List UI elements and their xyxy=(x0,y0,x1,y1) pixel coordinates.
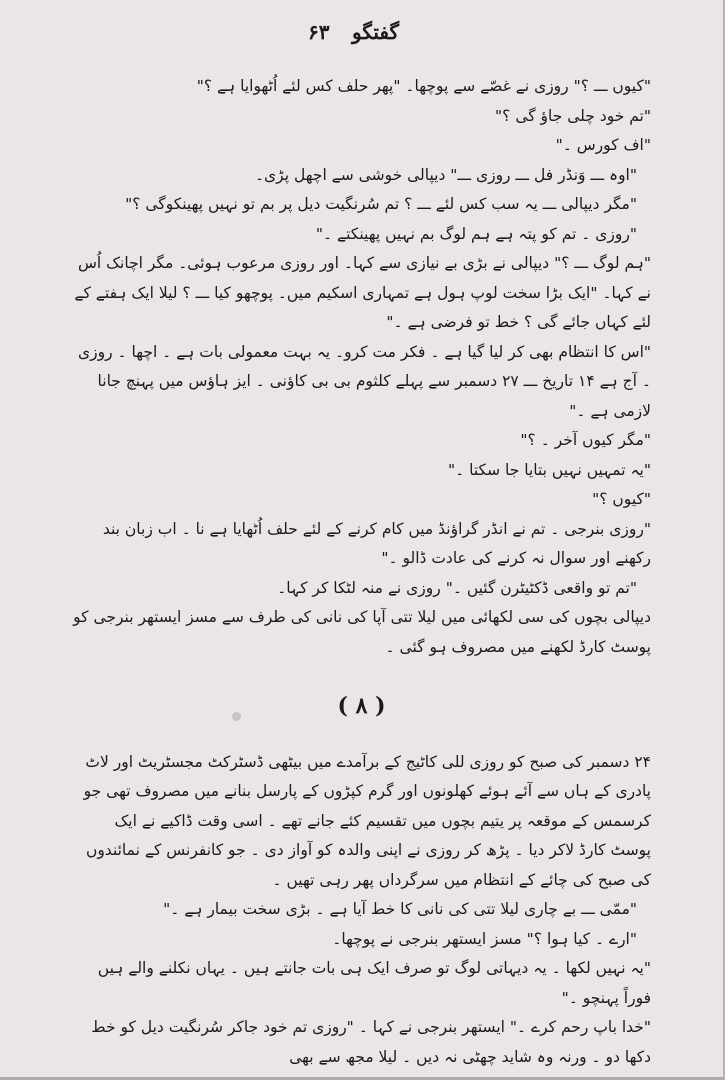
paragraph: "اوہ ـــ وَنڈر فل ـــ روزی ـــ" دیپالی خوشی سے اچھل پڑی۔ xyxy=(254,165,637,184)
paragraph: "ہم لوگ ـــ ؟" دیپالی نے بڑی بے نیازی سے کہا۔ اور روزی مرعوب ہوئی۔ مگر اچانک اُس نے کہا۔ "ایک بڑا سخت لوپ ہول ہے تمہاری اسکیم میں۔ پوچھو کیا ـــ ؟ لیلا ایک ہفتے کے لئے کہاں جائے گی ؟ خط تو فرضی ہے ۔" xyxy=(74,254,651,331)
page-title: گفتگو xyxy=(352,20,400,44)
section-number: ( ۸ ) xyxy=(337,693,386,719)
paragraph: "کیوں ؟" xyxy=(592,490,651,508)
paragraph: "ارے ۔ کیا ہوا ؟" مسز ایستھر بنرجی نے پوچھا۔ xyxy=(332,929,637,948)
paragraph: "اف کورس ۔" xyxy=(555,136,651,154)
paragraph: "کیوں ـــ ؟" روزی نے غصّے سے پوچھا۔ "پھر حلف کس لئے اُٹھوایا ہے ؟" xyxy=(196,77,651,95)
paragraph: "روزی بنرجی ۔ تم نے انڈر گراؤنڈ میں کام کرنے کے لئے حلف اُٹھایا ہے نا ۔ اب زبان بند رکھنے اور سوال نہ کرنے کی عادت ڈالو ۔" xyxy=(102,519,651,567)
paragraph: ۲۴ دسمبر کی صبح کو روزی للی کاٹیج کے برآمدے میں بیٹھی ڈسٹرکٹ مجسٹریٹ اور لاٹ پادری کے ہاں سے آئے ہوئے کھلونوں اور گرم کپڑوں کے پارسل بنانے میں مصروف تھی جو کرسمس کے موقعہ پر یتیم بچوں میں تقسیم کئے جانے تھے ۔ اسی وقت ڈاکیے نے ایک پوسٹ کارڈ لاکر دیا ۔ پڑھ کر روزی نے اپنی والدہ کو آواز دی ۔ جو کانفرنس کے نمائندوں کی صبح کی چائے کے انتظام میں سرگرداں پھر رہی تھیں ۔ xyxy=(83,752,651,889)
paper-speck xyxy=(232,712,241,721)
body-text xyxy=(72,72,651,1072)
paragraph: "خدا باپ رحم کرے ۔" ایستھر بنرجی نے کہا ۔ "روزی تم خود جاکر سُرنگیت دیل کو خط دکھا دو ۔ ورنہ وہ شاید چھٹی نہ دیں ۔ لیلا مجھ سے بھی xyxy=(91,1018,651,1066)
paragraph: "یہ نہیں لکھا ۔ یہ دیہاتی لوگ تو صرف ایک ہی بات جانتے ہیں ۔ یہاں نکلنے والے ہیں فوراً پہنچو ۔" xyxy=(97,959,651,1007)
paragraph: "یہ تمہیں نہیں بتایا جا سکتا ۔" xyxy=(447,460,651,479)
paragraph: "مگر دیپالی ـــ یہ سب کس لئے ـــ ؟ تم سُرنگیت دیل پر بم تو نہیں پھینکوگی ؟" xyxy=(125,195,637,213)
paragraph: دیپالی بچوں کی سی لکھائی میں لیلا تتی آپا کی نانی کی طرف سے مسز ایستھر بنرجی کو پوسٹ کارڈ لکھنے میں مصروف ہو گئی ۔ xyxy=(73,608,651,656)
paragraph: "ممّی ـــ بے چاری لیلا تتی کی نانی کا خط آیا ہے ۔ بڑی سخت بیمار ہے ۔" xyxy=(163,900,637,918)
paragraph: "اس کا انتظام بھی کر لیا گیا ہے ۔ فکر مت کرو۔ یہ بہت معمولی بات ہے ۔ اچھا ۔ روزی ۔ آج ہے ۱۴ تاریخ ـــ ۲۷ دسمبر سے پہلے کلثوم بی بی کاؤنی ۔ ایز ہاؤس میں پہنچ جانا لازمی ہے ۔" xyxy=(77,342,651,420)
paragraph: "تم تو واقعی ڈکٹیٹرن گئیں ۔" روزی نے منہ لٹکا کر کہا۔ xyxy=(277,578,637,597)
paragraph: "روزی ۔ تم کو پتہ ہے ہم لوگ بم نہیں پھینکتے ۔" xyxy=(315,224,637,243)
page-header xyxy=(0,20,723,60)
page-number: ۶۳ xyxy=(308,20,330,44)
paragraph: "مگر کیوں آخر ۔ ؟" xyxy=(520,431,651,449)
paragraph: "تم خود چلی جاؤ گی ؟" xyxy=(495,106,651,125)
